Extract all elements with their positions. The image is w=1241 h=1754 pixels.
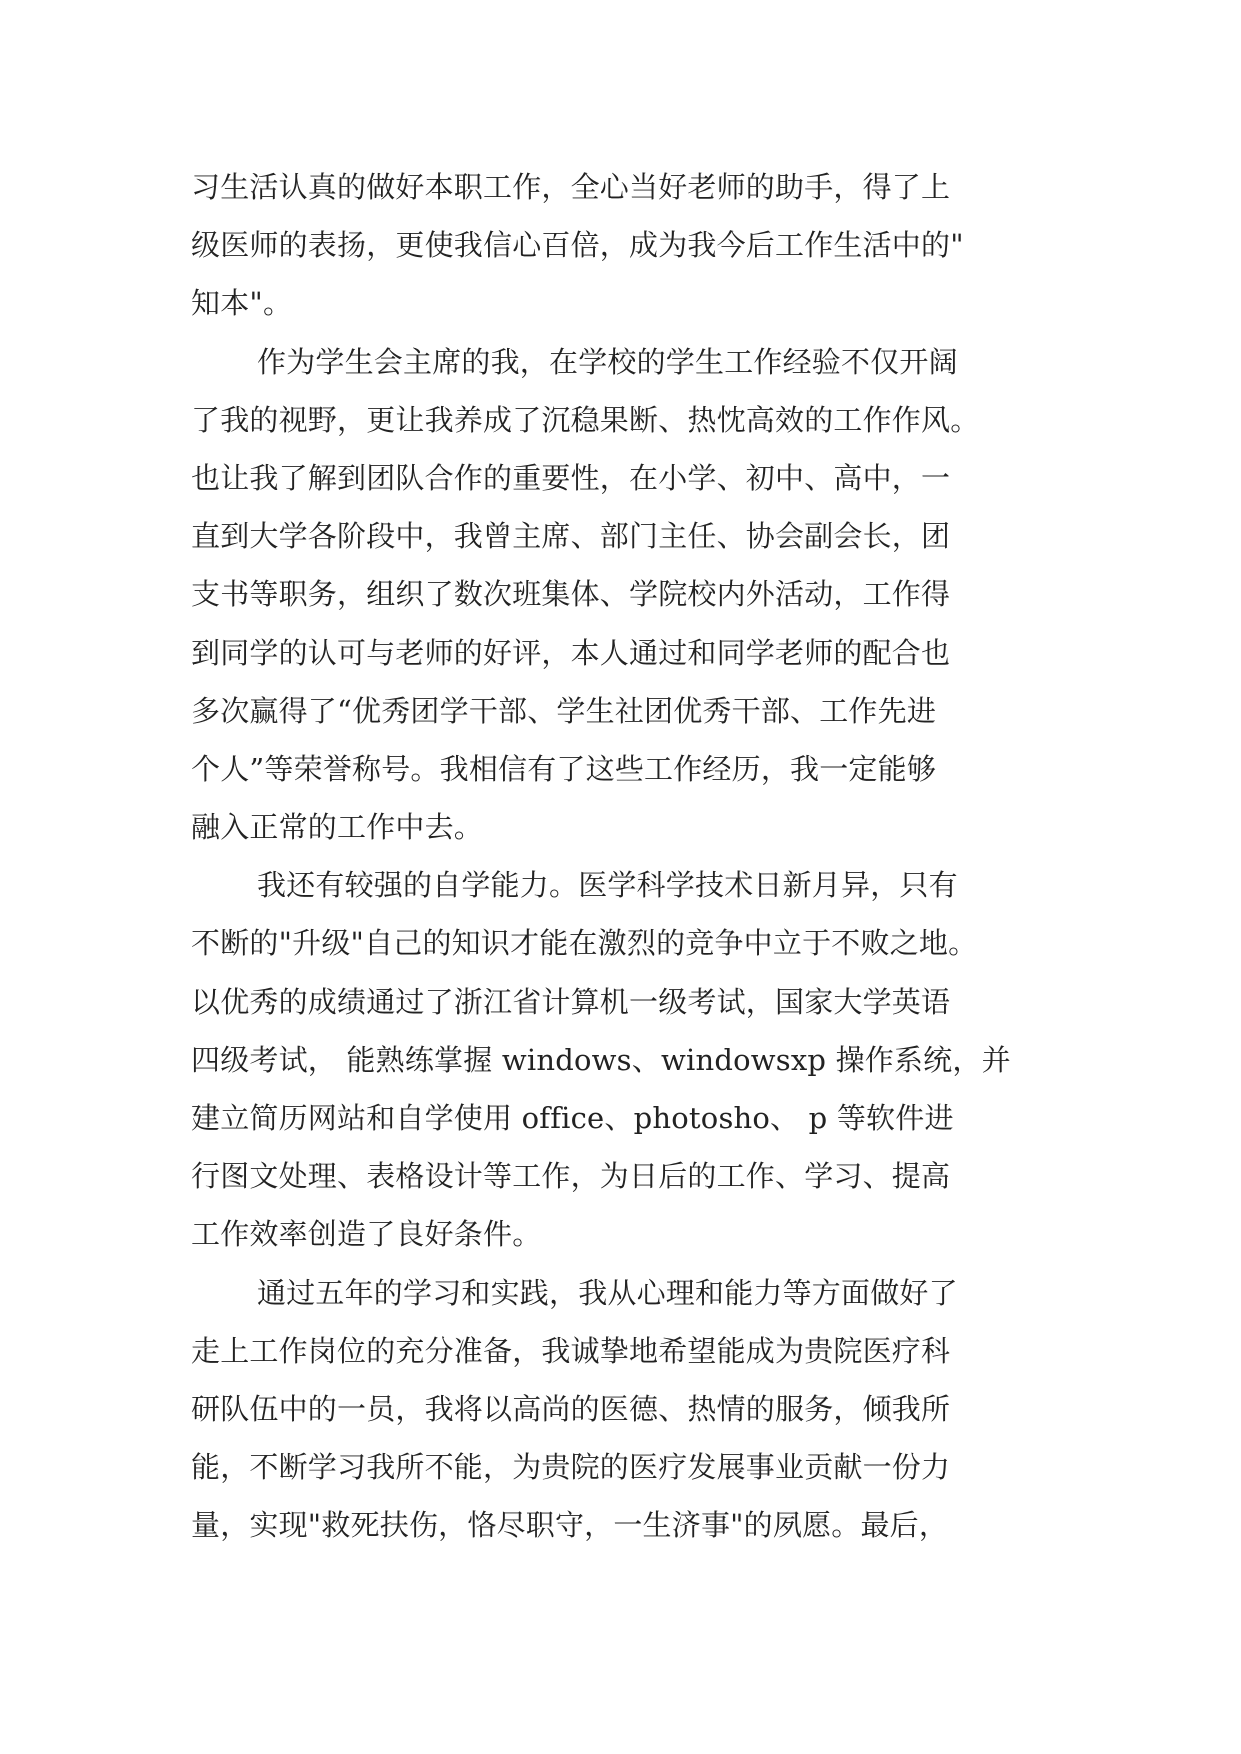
text-line: 直到大学各阶段中，我曾主席、部门主任、协会副会长，团: [191, 519, 951, 554]
paragraph-first-line: 我还有较强的自学能力。医学科学技术日新月异，只有: [257, 868, 958, 903]
text-line: 支书等职务，组织了数次班集体、学院校内外活动，工作得: [191, 577, 951, 612]
text-line: 能，不断学习我所不能，为贵院的医疗发展事业贡献一份力: [191, 1450, 951, 1485]
text-line: 走上工作岗位的充分准备，我诚挚地希望能成为贵院医疗科: [191, 1333, 951, 1368]
text-line: 了我的视野，更让我养成了沉稳果断、热忱高效的工作作风。: [191, 402, 980, 437]
paragraph-first-line: 通过五年的学习和实践，我从心理和能力等方面做好了: [257, 1275, 958, 1310]
text-line: 到同学的认可与老师的好评，本人通过和同学老师的配合也: [191, 635, 951, 670]
text-line: 知本"。: [191, 286, 293, 321]
text-line: 研队伍中的一员，我将以高尚的医德、热情的服务，倾我所: [191, 1391, 951, 1426]
text-line: 级医师的表扬，更使我信心百倍，成为我今后工作生活中的": [191, 228, 964, 263]
text-line: 不断的"升级"自己的知识才能在激烈的竞争中立于不败之地。: [191, 926, 978, 961]
text-line: 融入正常的工作中去。: [191, 810, 484, 845]
text-line: 多次赢得了“优秀团学干部、学生社团优秀干部、工作先进: [191, 693, 937, 728]
text-line: 以优秀的成绩通过了浙江省计算机一级考试，国家大学英语: [191, 984, 951, 1019]
text-line: 工作效率创造了良好条件。: [191, 1217, 542, 1252]
paragraph-first-line: 作为学生会主席的我，在学校的学生工作经验不仅开阔: [257, 344, 958, 379]
text-line: 量，实现"救死扶伤，恪尽职守，一生济事"的夙愿。最后，: [191, 1508, 949, 1543]
document-body: [191, 158, 1051, 1555]
text-line: 行图文处理、表格设计等工作，为日后的工作、学习、提高: [191, 1159, 951, 1194]
text-line: 个人”等荣誉称号。我相信有了这些工作经历，我一定能够: [191, 751, 937, 786]
text-line: 建立简历网站和自学使用 office、photosho、 p 等软件进: [191, 1101, 954, 1135]
text-line: 四级考试， 能熟练掌握 windows、windowsxp 操作系统，并: [191, 1042, 1011, 1077]
text-line: 也让我了解到团队合作的重要性，在小学、初中、高中，一: [191, 460, 951, 495]
text-line: 习生活认真的做好本职工作，全心当好老师的助手，得了上: [191, 170, 951, 204]
